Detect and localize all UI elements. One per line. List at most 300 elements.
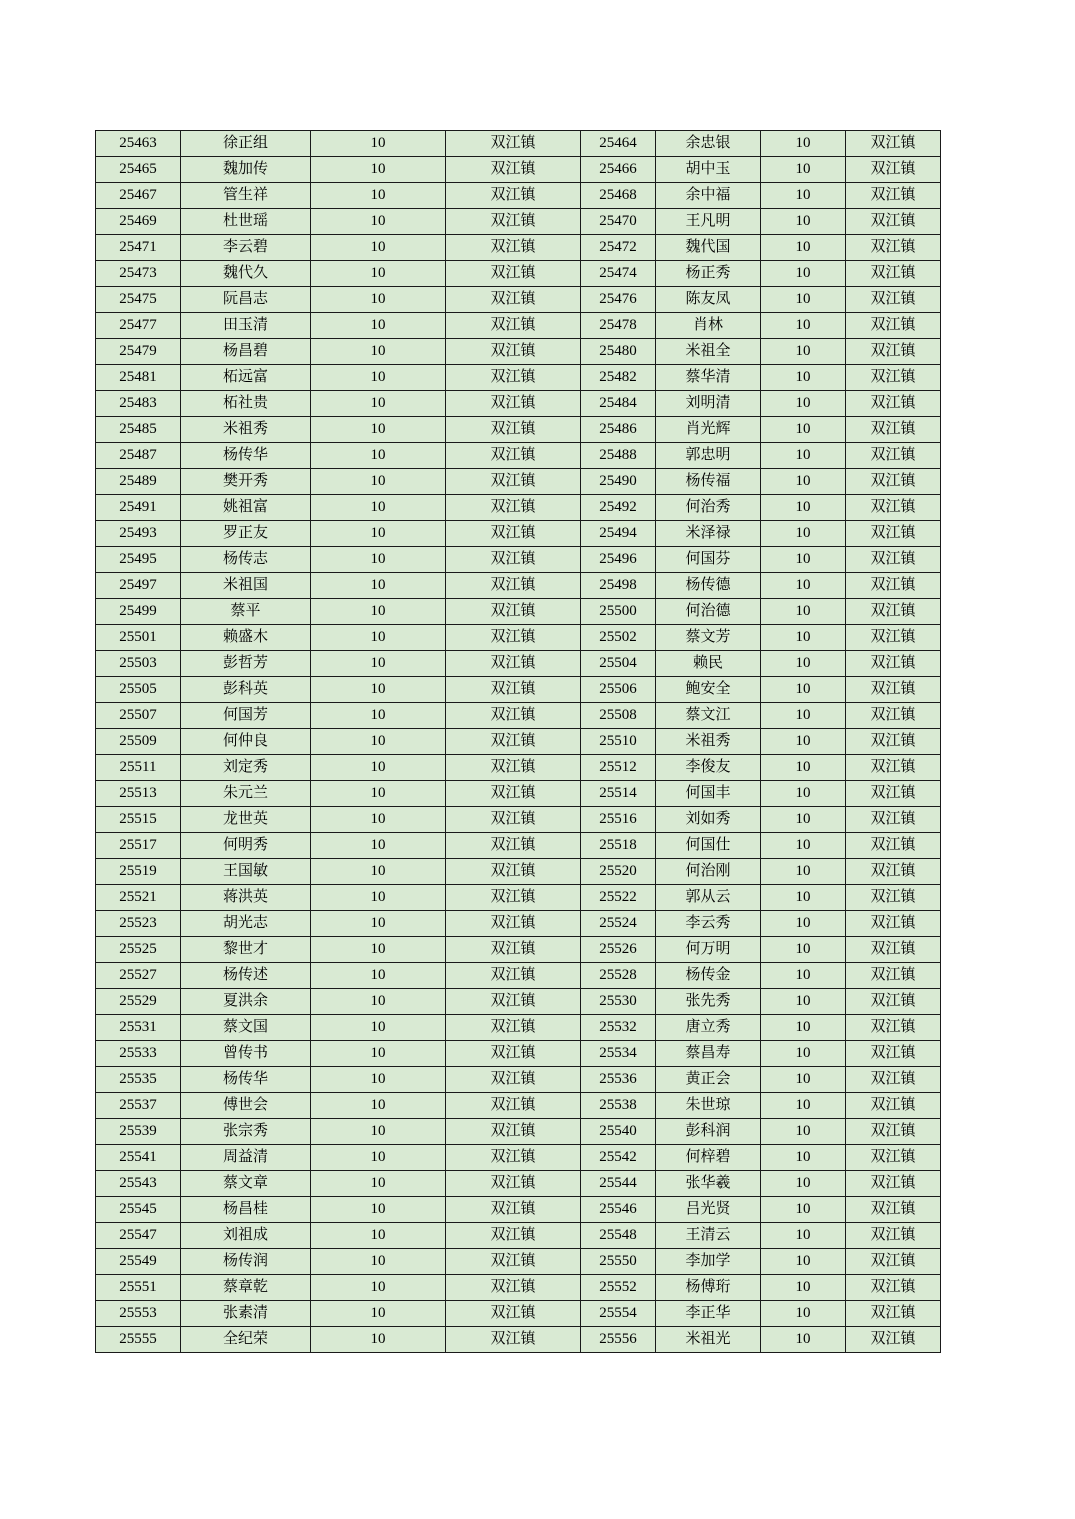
name-cell: 蔡章乾 — [181, 1275, 311, 1301]
name-cell: 傅世会 — [181, 1093, 311, 1119]
town-cell: 双江镇 — [446, 859, 581, 885]
table-row — [96, 469, 941, 495]
name-cell: 夏洪余 — [181, 989, 311, 1015]
points-cell: 10 — [761, 469, 846, 495]
points-cell: 10 — [311, 313, 446, 339]
name-cell: 鲍安全 — [656, 677, 761, 703]
town-cell: 双江镇 — [846, 1301, 941, 1327]
name-cell: 蔡平 — [181, 599, 311, 625]
table-row — [96, 261, 941, 287]
id-cell: 25505 — [96, 677, 181, 703]
id-cell: 25547 — [96, 1223, 181, 1249]
points-cell: 10 — [311, 937, 446, 963]
table-row — [96, 807, 941, 833]
town-cell: 双江镇 — [446, 521, 581, 547]
id-cell: 25474 — [581, 261, 656, 287]
name-cell: 王国敏 — [181, 859, 311, 885]
id-cell: 25540 — [581, 1119, 656, 1145]
town-cell: 双江镇 — [846, 417, 941, 443]
table-row — [96, 235, 941, 261]
town-cell: 双江镇 — [846, 1171, 941, 1197]
town-cell: 双江镇 — [446, 157, 581, 183]
name-cell: 刘明清 — [656, 391, 761, 417]
town-cell: 双江镇 — [446, 1093, 581, 1119]
table-row — [96, 729, 941, 755]
id-cell: 25518 — [581, 833, 656, 859]
name-cell: 张华羲 — [656, 1171, 761, 1197]
id-cell: 25479 — [96, 339, 181, 365]
town-cell: 双江镇 — [846, 1119, 941, 1145]
name-cell: 何万明 — [656, 937, 761, 963]
name-cell: 杜世瑶 — [181, 209, 311, 235]
points-cell: 10 — [761, 781, 846, 807]
id-cell: 25511 — [96, 755, 181, 781]
table-row — [96, 1041, 941, 1067]
id-cell: 25533 — [96, 1041, 181, 1067]
points-cell: 10 — [761, 1249, 846, 1275]
town-cell: 双江镇 — [846, 1275, 941, 1301]
name-cell: 朱世琼 — [656, 1093, 761, 1119]
name-cell: 余中福 — [656, 183, 761, 209]
name-cell: 蔡华清 — [656, 365, 761, 391]
name-cell: 龙世英 — [181, 807, 311, 833]
table-row — [96, 1223, 941, 1249]
id-cell: 25508 — [581, 703, 656, 729]
town-cell: 双江镇 — [846, 963, 941, 989]
town-cell: 双江镇 — [846, 365, 941, 391]
points-cell: 10 — [311, 1275, 446, 1301]
town-cell: 双江镇 — [846, 1015, 941, 1041]
id-cell: 25536 — [581, 1067, 656, 1093]
points-cell: 10 — [761, 729, 846, 755]
name-cell: 杨传述 — [181, 963, 311, 989]
name-cell: 李云碧 — [181, 235, 311, 261]
id-cell: 25501 — [96, 625, 181, 651]
name-cell: 何治刚 — [656, 859, 761, 885]
points-cell: 10 — [761, 287, 846, 313]
name-cell: 米祖全 — [656, 339, 761, 365]
town-cell: 双江镇 — [446, 183, 581, 209]
town-cell: 双江镇 — [446, 625, 581, 651]
table-row — [96, 547, 941, 573]
points-cell: 10 — [761, 495, 846, 521]
town-cell: 双江镇 — [446, 1015, 581, 1041]
id-cell: 25510 — [581, 729, 656, 755]
town-cell: 双江镇 — [846, 781, 941, 807]
town-cell: 双江镇 — [846, 937, 941, 963]
id-cell: 25523 — [96, 911, 181, 937]
id-cell: 25520 — [581, 859, 656, 885]
name-cell: 杨传华 — [181, 443, 311, 469]
table-row — [96, 885, 941, 911]
town-cell: 双江镇 — [446, 339, 581, 365]
id-cell: 25476 — [581, 287, 656, 313]
name-cell: 杨正秀 — [656, 261, 761, 287]
town-cell: 双江镇 — [846, 885, 941, 911]
table-row — [96, 1301, 941, 1327]
town-cell: 双江镇 — [446, 1119, 581, 1145]
id-cell: 25503 — [96, 651, 181, 677]
town-cell: 双江镇 — [846, 1223, 941, 1249]
town-cell: 双江镇 — [846, 1249, 941, 1275]
table-row — [96, 1171, 941, 1197]
points-cell: 10 — [311, 807, 446, 833]
name-cell: 何国芬 — [656, 547, 761, 573]
town-cell: 双江镇 — [446, 1249, 581, 1275]
name-cell: 李加学 — [656, 1249, 761, 1275]
id-cell: 25530 — [581, 989, 656, 1015]
id-cell: 25489 — [96, 469, 181, 495]
points-cell: 10 — [311, 1249, 446, 1275]
name-cell: 肖林 — [656, 313, 761, 339]
name-cell: 陈友凤 — [656, 287, 761, 313]
name-cell: 蔡文国 — [181, 1015, 311, 1041]
points-cell: 10 — [311, 261, 446, 287]
id-cell: 25486 — [581, 417, 656, 443]
table-row — [96, 755, 941, 781]
id-cell: 25470 — [581, 209, 656, 235]
points-cell: 10 — [761, 703, 846, 729]
name-cell: 郭忠明 — [656, 443, 761, 469]
points-cell: 10 — [761, 365, 846, 391]
points-cell: 10 — [311, 1197, 446, 1223]
id-cell: 25502 — [581, 625, 656, 651]
points-cell: 10 — [311, 599, 446, 625]
points-cell: 10 — [761, 833, 846, 859]
id-cell: 25499 — [96, 599, 181, 625]
name-cell: 胡光志 — [181, 911, 311, 937]
town-cell: 双江镇 — [846, 911, 941, 937]
town-cell: 双江镇 — [446, 547, 581, 573]
town-cell: 双江镇 — [846, 495, 941, 521]
id-cell: 25490 — [581, 469, 656, 495]
town-cell: 双江镇 — [846, 1197, 941, 1223]
points-cell: 10 — [761, 1301, 846, 1327]
id-cell: 25544 — [581, 1171, 656, 1197]
id-cell: 25496 — [581, 547, 656, 573]
name-cell: 蔡文章 — [181, 1171, 311, 1197]
town-cell: 双江镇 — [446, 911, 581, 937]
id-cell: 25512 — [581, 755, 656, 781]
points-cell: 10 — [311, 1145, 446, 1171]
points-cell: 10 — [761, 443, 846, 469]
id-cell: 25487 — [96, 443, 181, 469]
table-row — [96, 287, 941, 313]
table-row — [96, 365, 941, 391]
points-cell: 10 — [761, 1327, 846, 1353]
name-cell: 彭哲芳 — [181, 651, 311, 677]
roster-table — [95, 130, 941, 1353]
town-cell: 双江镇 — [846, 443, 941, 469]
points-cell: 10 — [311, 495, 446, 521]
points-cell: 10 — [311, 625, 446, 651]
id-cell: 25509 — [96, 729, 181, 755]
points-cell: 10 — [311, 287, 446, 313]
name-cell: 蔡文芳 — [656, 625, 761, 651]
id-cell: 25494 — [581, 521, 656, 547]
table-row — [96, 313, 941, 339]
table-row — [96, 443, 941, 469]
id-cell: 25466 — [581, 157, 656, 183]
town-cell: 双江镇 — [446, 1301, 581, 1327]
points-cell: 10 — [761, 807, 846, 833]
name-cell: 蒋洪英 — [181, 885, 311, 911]
name-cell: 张宗秀 — [181, 1119, 311, 1145]
name-cell: 魏代国 — [656, 235, 761, 261]
name-cell: 魏加传 — [181, 157, 311, 183]
points-cell: 10 — [311, 1327, 446, 1353]
points-cell: 10 — [311, 729, 446, 755]
name-cell: 阮昌志 — [181, 287, 311, 313]
town-cell: 双江镇 — [446, 677, 581, 703]
name-cell: 刘如秀 — [656, 807, 761, 833]
points-cell: 10 — [311, 521, 446, 547]
town-cell: 双江镇 — [446, 885, 581, 911]
points-cell: 10 — [311, 339, 446, 365]
points-cell: 10 — [311, 365, 446, 391]
id-cell: 25528 — [581, 963, 656, 989]
name-cell: 杨昌桂 — [181, 1197, 311, 1223]
id-cell: 25556 — [581, 1327, 656, 1353]
town-cell: 双江镇 — [446, 131, 581, 157]
table-row — [96, 989, 941, 1015]
points-cell: 10 — [311, 547, 446, 573]
table-row — [96, 1093, 941, 1119]
name-cell: 李正华 — [656, 1301, 761, 1327]
id-cell: 25521 — [96, 885, 181, 911]
name-cell: 朱元兰 — [181, 781, 311, 807]
name-cell: 徐正组 — [181, 131, 311, 157]
town-cell: 双江镇 — [846, 287, 941, 313]
id-cell: 25539 — [96, 1119, 181, 1145]
id-cell: 25478 — [581, 313, 656, 339]
name-cell: 李云秀 — [656, 911, 761, 937]
points-cell: 10 — [311, 677, 446, 703]
table-row — [96, 1249, 941, 1275]
name-cell: 柘社贵 — [181, 391, 311, 417]
id-cell: 25553 — [96, 1301, 181, 1327]
town-cell: 双江镇 — [446, 313, 581, 339]
town-cell: 双江镇 — [446, 1067, 581, 1093]
town-cell: 双江镇 — [846, 989, 941, 1015]
id-cell: 25517 — [96, 833, 181, 859]
points-cell: 10 — [311, 755, 446, 781]
town-cell: 双江镇 — [846, 703, 941, 729]
town-cell: 双江镇 — [846, 1067, 941, 1093]
id-cell: 25465 — [96, 157, 181, 183]
name-cell: 樊开秀 — [181, 469, 311, 495]
points-cell: 10 — [761, 885, 846, 911]
name-cell: 杨传润 — [181, 1249, 311, 1275]
id-cell: 25551 — [96, 1275, 181, 1301]
id-cell: 25471 — [96, 235, 181, 261]
town-cell: 双江镇 — [446, 469, 581, 495]
id-cell: 25507 — [96, 703, 181, 729]
name-cell: 柘远富 — [181, 365, 311, 391]
town-cell: 双江镇 — [846, 209, 941, 235]
points-cell: 10 — [311, 1301, 446, 1327]
id-cell: 25491 — [96, 495, 181, 521]
table-row — [96, 1197, 941, 1223]
points-cell: 10 — [311, 1171, 446, 1197]
name-cell: 杨传志 — [181, 547, 311, 573]
town-cell: 双江镇 — [846, 1145, 941, 1171]
name-cell: 何治秀 — [656, 495, 761, 521]
id-cell: 25519 — [96, 859, 181, 885]
town-cell: 双江镇 — [846, 261, 941, 287]
points-cell: 10 — [761, 391, 846, 417]
id-cell: 25467 — [96, 183, 181, 209]
table-row — [96, 963, 941, 989]
id-cell: 25504 — [581, 651, 656, 677]
name-cell: 余忠银 — [656, 131, 761, 157]
id-cell: 25543 — [96, 1171, 181, 1197]
table-row — [96, 391, 941, 417]
town-cell: 双江镇 — [446, 1223, 581, 1249]
name-cell: 杨昌碧 — [181, 339, 311, 365]
id-cell: 25472 — [581, 235, 656, 261]
id-cell: 25538 — [581, 1093, 656, 1119]
table-row — [96, 1145, 941, 1171]
name-cell: 全纪荣 — [181, 1327, 311, 1353]
name-cell: 米祖秀 — [181, 417, 311, 443]
name-cell: 李俊友 — [656, 755, 761, 781]
town-cell: 双江镇 — [446, 755, 581, 781]
town-cell: 双江镇 — [446, 573, 581, 599]
name-cell: 米祖秀 — [656, 729, 761, 755]
name-cell: 罗正友 — [181, 521, 311, 547]
name-cell: 赖盛木 — [181, 625, 311, 651]
id-cell: 25516 — [581, 807, 656, 833]
points-cell: 10 — [311, 703, 446, 729]
table-row — [96, 599, 941, 625]
name-cell: 何国丰 — [656, 781, 761, 807]
name-cell: 姚祖富 — [181, 495, 311, 521]
id-cell: 25524 — [581, 911, 656, 937]
points-cell: 10 — [761, 1041, 846, 1067]
table-row — [96, 573, 941, 599]
name-cell: 杨传福 — [656, 469, 761, 495]
id-cell: 25484 — [581, 391, 656, 417]
id-cell: 25552 — [581, 1275, 656, 1301]
town-cell: 双江镇 — [446, 417, 581, 443]
town-cell: 双江镇 — [446, 287, 581, 313]
points-cell: 10 — [761, 677, 846, 703]
id-cell: 25463 — [96, 131, 181, 157]
name-cell: 田玉清 — [181, 313, 311, 339]
table-row — [96, 703, 941, 729]
name-cell: 杨传德 — [656, 573, 761, 599]
points-cell: 10 — [761, 547, 846, 573]
town-cell: 双江镇 — [446, 365, 581, 391]
points-cell: 10 — [311, 443, 446, 469]
id-cell: 25480 — [581, 339, 656, 365]
id-cell: 25548 — [581, 1223, 656, 1249]
id-cell: 25549 — [96, 1249, 181, 1275]
table-row — [96, 1275, 941, 1301]
name-cell: 黄正会 — [656, 1067, 761, 1093]
table-row — [96, 859, 941, 885]
points-cell: 10 — [761, 651, 846, 677]
id-cell: 25485 — [96, 417, 181, 443]
id-cell: 25500 — [581, 599, 656, 625]
points-cell: 10 — [761, 1119, 846, 1145]
table-row — [96, 495, 941, 521]
id-cell: 25527 — [96, 963, 181, 989]
town-cell: 双江镇 — [446, 1275, 581, 1301]
town-cell: 双江镇 — [446, 833, 581, 859]
table-row — [96, 417, 941, 443]
town-cell: 双江镇 — [446, 807, 581, 833]
points-cell: 10 — [311, 469, 446, 495]
town-cell: 双江镇 — [846, 521, 941, 547]
name-cell: 何国芳 — [181, 703, 311, 729]
table-row — [96, 1119, 941, 1145]
name-cell: 杨传华 — [181, 1067, 311, 1093]
id-cell: 25526 — [581, 937, 656, 963]
points-cell: 10 — [311, 157, 446, 183]
table-row — [96, 157, 941, 183]
points-cell: 10 — [311, 235, 446, 261]
town-cell: 双江镇 — [846, 1093, 941, 1119]
id-cell: 25498 — [581, 573, 656, 599]
name-cell: 肖光辉 — [656, 417, 761, 443]
points-cell: 10 — [311, 417, 446, 443]
town-cell: 双江镇 — [446, 963, 581, 989]
name-cell: 彭科润 — [656, 1119, 761, 1145]
points-cell: 10 — [761, 1067, 846, 1093]
town-cell: 双江镇 — [846, 599, 941, 625]
table-row — [96, 131, 941, 157]
points-cell: 10 — [311, 1067, 446, 1093]
name-cell: 吕光贤 — [656, 1197, 761, 1223]
name-cell: 米祖国 — [181, 573, 311, 599]
points-cell: 10 — [311, 183, 446, 209]
town-cell: 双江镇 — [446, 1327, 581, 1353]
name-cell: 何梓碧 — [656, 1145, 761, 1171]
name-cell: 周益清 — [181, 1145, 311, 1171]
name-cell: 管生祥 — [181, 183, 311, 209]
points-cell: 10 — [311, 1041, 446, 1067]
points-cell: 10 — [761, 989, 846, 1015]
town-cell: 双江镇 — [446, 209, 581, 235]
points-cell: 10 — [761, 1145, 846, 1171]
points-cell: 10 — [761, 573, 846, 599]
points-cell: 10 — [761, 1093, 846, 1119]
id-cell: 25534 — [581, 1041, 656, 1067]
points-cell: 10 — [761, 859, 846, 885]
town-cell: 双江镇 — [446, 703, 581, 729]
town-cell: 双江镇 — [846, 729, 941, 755]
name-cell: 刘祖成 — [181, 1223, 311, 1249]
points-cell: 10 — [311, 391, 446, 417]
table-row — [96, 625, 941, 651]
name-cell: 何明秀 — [181, 833, 311, 859]
name-cell: 彭科英 — [181, 677, 311, 703]
points-cell: 10 — [761, 625, 846, 651]
name-cell: 曾传书 — [181, 1041, 311, 1067]
town-cell: 双江镇 — [846, 313, 941, 339]
points-cell: 10 — [311, 1223, 446, 1249]
table-row — [96, 183, 941, 209]
points-cell: 10 — [311, 209, 446, 235]
points-cell: 10 — [311, 885, 446, 911]
points-cell: 10 — [311, 573, 446, 599]
id-cell: 25488 — [581, 443, 656, 469]
town-cell: 双江镇 — [846, 807, 941, 833]
table-row — [96, 1015, 941, 1041]
town-cell: 双江镇 — [846, 859, 941, 885]
